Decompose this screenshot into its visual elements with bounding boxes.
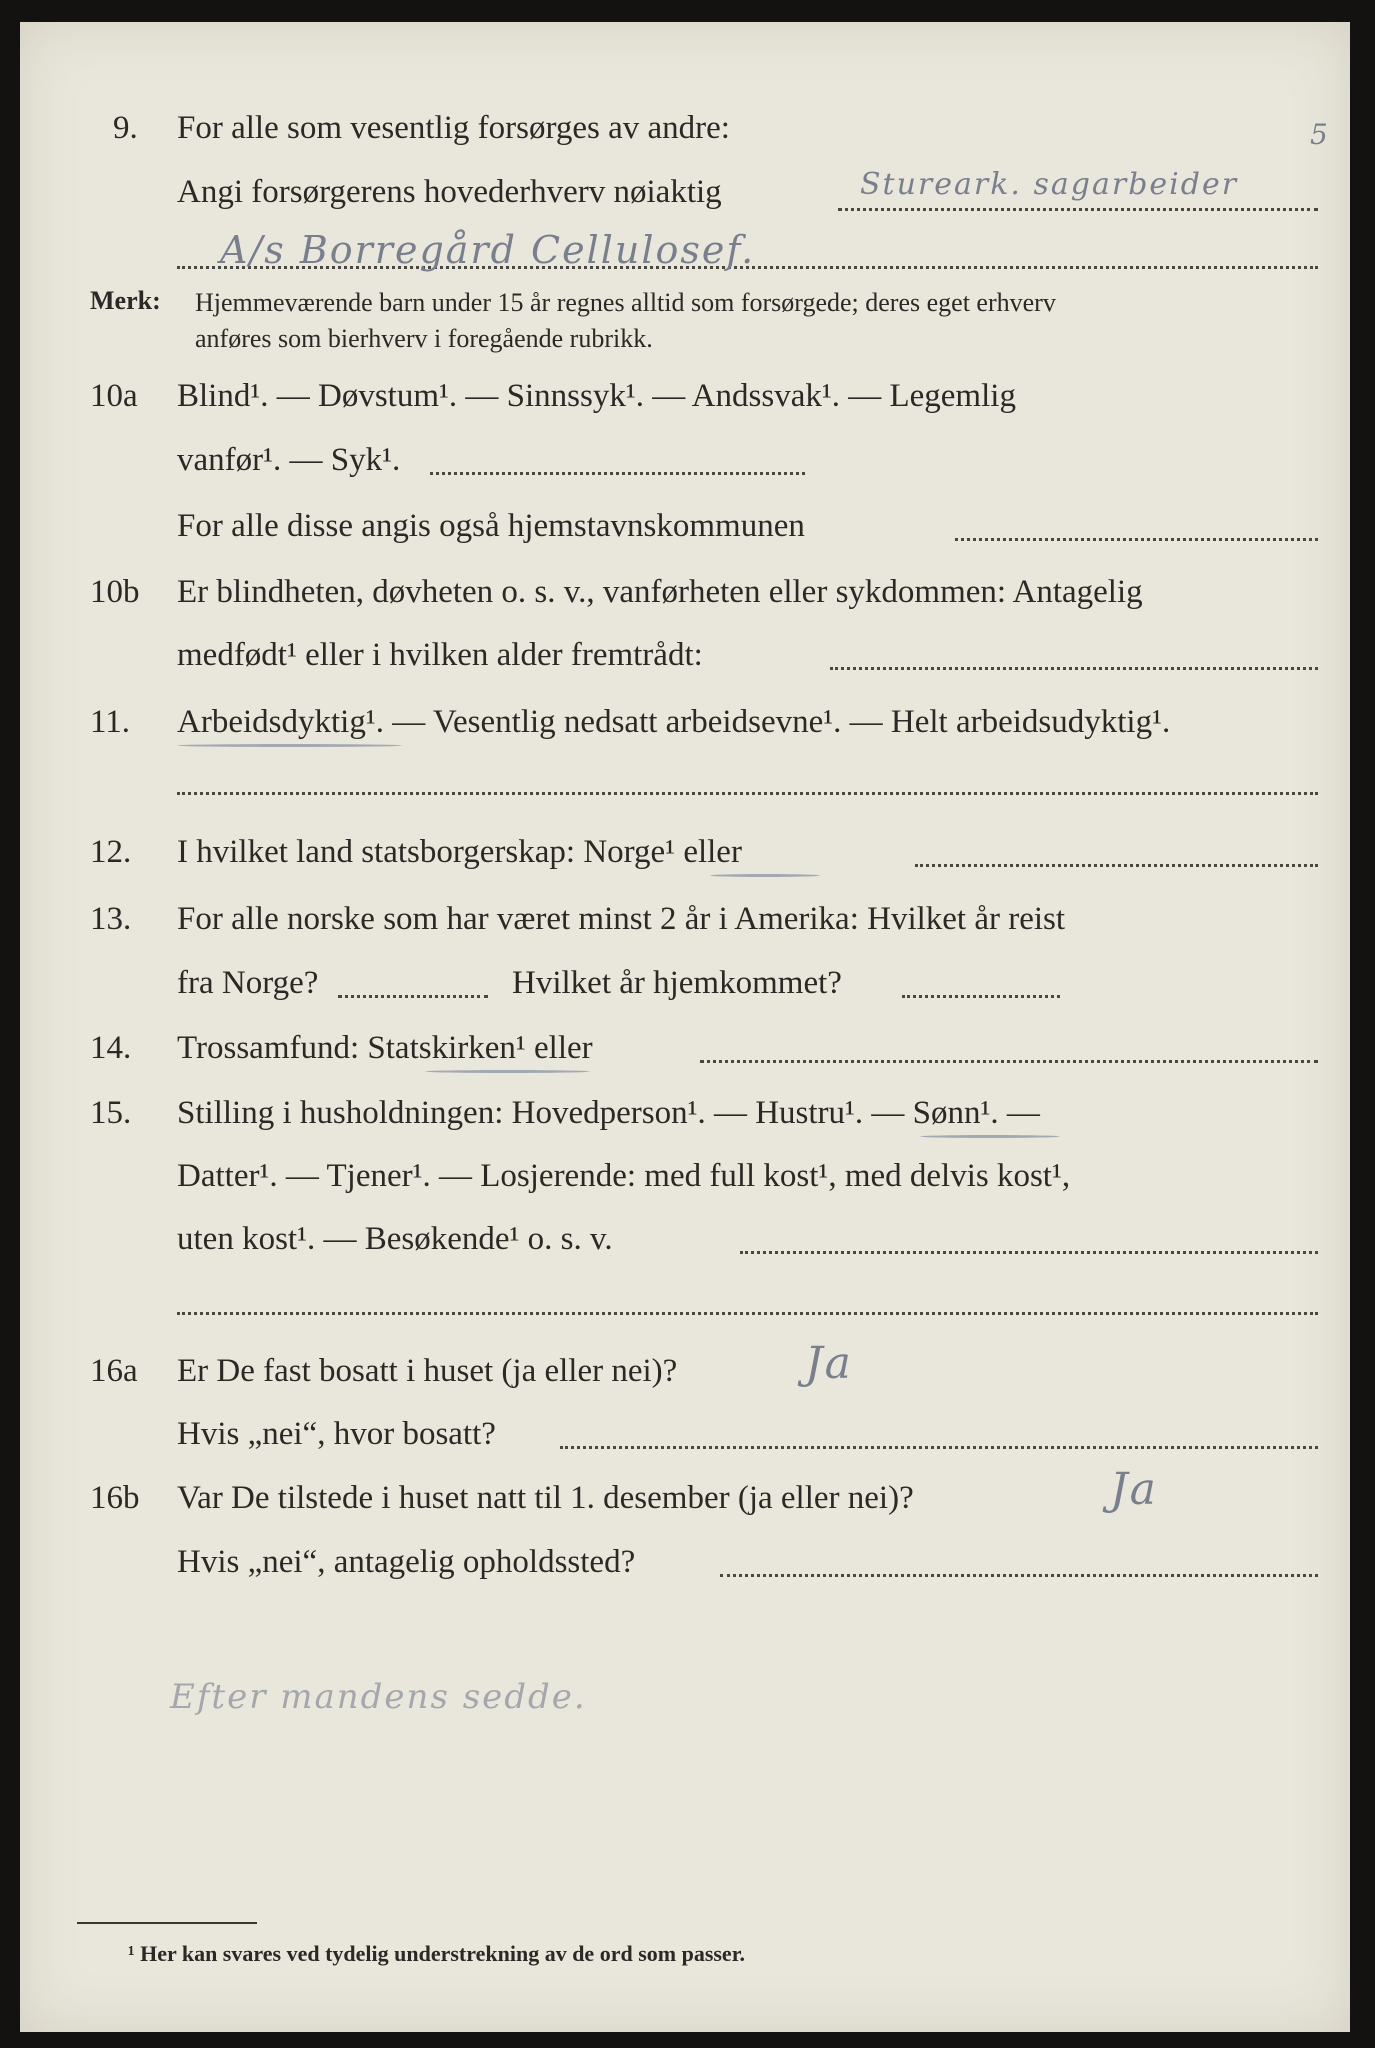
q14-line1: Trossamfund: Statskirken¹ eller <box>177 1030 593 1066</box>
q15-number: 15. <box>90 1095 132 1131</box>
q12-line1: I hvilket land statsborgerskap: Norge¹ eller <box>177 834 742 870</box>
q16b-handwritten-answer: Ja <box>1110 1464 1158 1515</box>
census-form-page <box>20 22 1350 2032</box>
pencil-note: Efter mandens sedde. <box>170 1677 587 1717</box>
q16a-line1: Er De fast bosatt i huset (ja eller nei)? <box>177 1353 678 1389</box>
q16b-number: 16b <box>90 1480 140 1516</box>
q16b-line2: Hvis „nei“, antagelig opholdssted? <box>177 1544 636 1580</box>
q13-hjemkommet-line <box>902 995 1060 998</box>
q14-pencil-underline <box>425 1070 590 1073</box>
q16b-line1: Var De tilstede i huset natt til 1. desember (ja eller nei)? <box>177 1480 914 1516</box>
q10a-kommune-line <box>955 538 1318 541</box>
q10b-line2: medfødt¹ eller i hvilken alder fremtrådt: <box>177 637 703 673</box>
q13-line2a: fra Norge? <box>177 965 319 1001</box>
q15-line1: Stilling i husholdningen: Hovedperson¹. — Hustru¹. — Sønn¹. — <box>177 1095 1040 1131</box>
q14-answer-line <box>700 1060 1318 1063</box>
q13-line2b: Hvilket år hjemkommet? <box>512 965 842 1001</box>
q13-reist-line <box>338 995 488 998</box>
margin-note: 5 <box>1310 118 1330 151</box>
q15-line3: uten kost¹. — Besøkende¹ o. s. v. <box>177 1221 613 1257</box>
q10a-number: 10a <box>90 378 138 414</box>
footnote: ¹ Her kan svares ved tydelig understrekning av de ord som passer. <box>128 1941 745 1966</box>
q10b-number: 10b <box>90 574 140 610</box>
q10a-syk-line <box>430 472 805 475</box>
q9-handwritten-employer: A/s Borregård Cellulosef. <box>220 228 756 272</box>
q10b-line1: Er blindheten, døvheten o. s. v., vanførheten eller sykdommen: Antagelig <box>177 574 1143 610</box>
q16a-answer-line <box>560 1446 1318 1449</box>
footnote-rule <box>77 1922 257 1924</box>
q15-extra-line <box>177 1312 1318 1315</box>
q16a-handwritten-answer: Ja <box>805 1338 853 1389</box>
q11-number: 11. <box>90 704 131 740</box>
q9-line1: For alle som vesentlig forsørges av andre: <box>177 110 730 146</box>
q10b-answer-line <box>830 667 1318 670</box>
q11-line1: Arbeidsdyktig¹. — Vesentlig nedsatt arbeidsevne¹. — Helt arbeidsudyktig¹. <box>177 704 1171 740</box>
q10a-line1: Blind¹. — Døvstum¹. — Sinnssyk¹. — Andssvak¹. — Legemlig <box>177 378 1016 414</box>
q10a-line3: For alle disse angis også hjemstavnskommunen <box>177 508 805 544</box>
q14-number: 14. <box>90 1030 132 1066</box>
q16b-answer-line <box>720 1574 1318 1577</box>
q16a-number: 16a <box>90 1353 138 1389</box>
q13-line1: For alle norske som har været minst 2 år i Amerika: Hvilket år reist <box>177 901 1066 937</box>
q12-answer-line <box>915 864 1318 867</box>
q9-answer-line1 <box>838 208 1318 211</box>
q11-pencil-underline <box>177 744 402 747</box>
q9-line2: Angi forsørgerens hovederhverv nøiaktig <box>177 174 722 210</box>
q12-pencil-underline <box>710 874 820 877</box>
q13-number: 13. <box>90 901 132 937</box>
q9-number: 9. <box>113 110 138 146</box>
merk-line2: anføres som bierhverv i foregående rubrikk. <box>195 324 653 353</box>
merk-line1: Hjemmeværende barn under 15 år regnes alltid som forsørgede; deres eget erhverv <box>195 288 1056 317</box>
q12-number: 12. <box>90 834 132 870</box>
q16a-line2: Hvis „nei“, hvor bosatt? <box>177 1416 496 1452</box>
q9-handwritten-occupation: Stureark. sagarbeider <box>860 167 1239 202</box>
q10a-line2: vanfør¹. — Syk¹. <box>177 442 401 478</box>
q15-pencil-underline <box>920 1135 1060 1138</box>
q15-answer-line <box>740 1251 1318 1254</box>
q11-answer-line <box>177 792 1318 795</box>
merk-label: Merk: <box>90 286 161 315</box>
q15-line2: Datter¹. — Tjener¹. — Losjerende: med full kost¹, med delvis kost¹, <box>177 1158 1071 1194</box>
